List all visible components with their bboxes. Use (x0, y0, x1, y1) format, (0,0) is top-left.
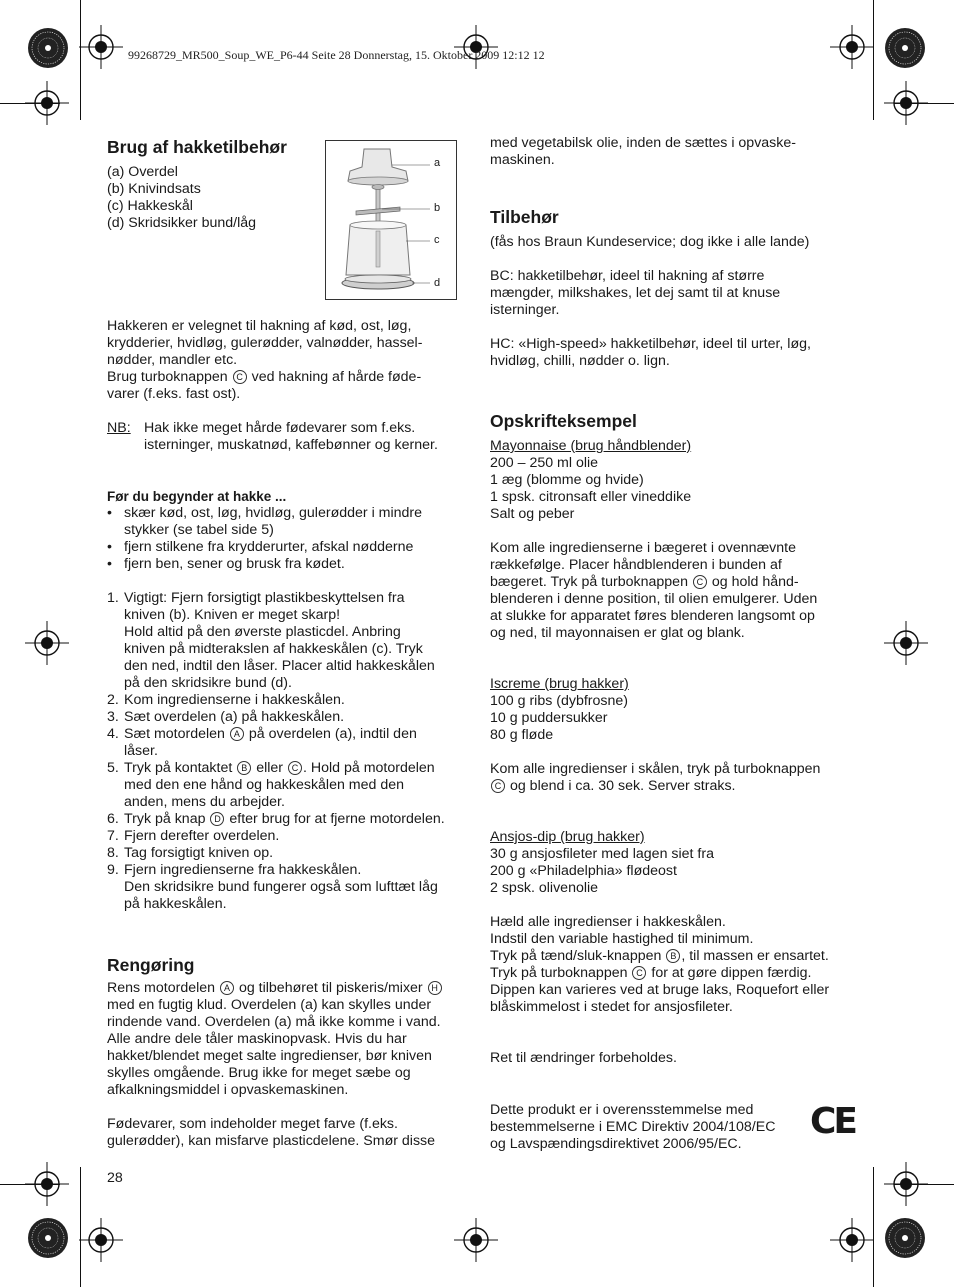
recipe-mayonnaise: Mayonnaise (brug håndblender) 200 – 250 ml olie 1 æg (blomme og hvide) 1 spsk. citronsaft eller vineddike Salt og peber Kom alle ingredienserne i bægeret i ovennævnte rækkefølge. Placer håndblenderen i bunden af bægeret. Tryk på turboknappen C og hold hånd- blenderen i denne position, til olien emulgerer. Uden at slukke for apparatet føres blenderen langsomt op og ned, til mayonnaisen er glat og blank. (490, 438, 870, 642)
part-item: (d) Skridsikker bund/låg (107, 215, 257, 231)
page-number: 28 (107, 1170, 123, 1186)
button-h-symbol: H (428, 981, 442, 995)
recipe-title: Iscreme (brug hakker) (490, 676, 629, 692)
button-c-symbol: C (491, 779, 505, 793)
print-slug: 99268729_MR500_Soup_WE_P6-44 Seite 28 Donnerstag, 15. Oktober 2009 12:12 12 (128, 48, 545, 62)
step-item: 6. Tryk på knap D efter brug for at fjerne motordelen. (107, 811, 445, 827)
step-item: 7. Fjern derefter overdelen. (107, 828, 280, 844)
part-item: (b) Knivindsats (107, 181, 201, 197)
step-item: 4. Sæt motordelen A på overdelen (a), indtil den låser. (107, 726, 417, 759)
step-item: 8. Tag forsigtigt kniven op. (107, 845, 274, 861)
button-b-symbol: B (237, 761, 251, 775)
step-item: 2. Kom ingredienserne i hakkeskålen. (107, 692, 345, 708)
recipes-section (490, 411, 870, 642)
text-line: Brug turboknappen C ved hakning af hårde føde- (107, 369, 422, 385)
accessories-section: Tilbehør (fås hos Braun Kundeservice; dog ikke i alle lande) BC: hakketilbehør, ideel til hakning af større mængder, milkshakes, let dej samt til at knuse isterninger. HC: «High-speed» hakketilbehør, ideel til urter, løg, hvidløg, chilli, nødder o. lign. (490, 207, 870, 370)
chopper-figure (325, 140, 457, 300)
button-c-symbol: C (288, 761, 302, 775)
bullet-item: • fjern ben, sener og brusk fra kødet. (107, 556, 345, 572)
text-line: isterninger, muskatnød, kaffebønner og kerner. (144, 437, 438, 453)
button-b-symbol: B (666, 949, 680, 963)
button-a-symbol: A (220, 981, 234, 995)
button-c-symbol: C (693, 575, 707, 589)
figure-label-a: a (434, 157, 441, 169)
note (107, 420, 467, 454)
intro-paragraph (107, 318, 467, 403)
text-line: Hakkeren er velegnet til hakning af kød, ost, løg, (107, 318, 412, 334)
recipe-title: Mayonnaise (brug håndblender) (490, 438, 692, 454)
section-title: Rengøring (107, 955, 195, 975)
step-item: 1. Vigtigt: Fjern forsigtigt plastikbeskyttelsen fra kniven (b). Kniven er meget skarp! Hold altid på den øverste plasticdel. Anbring kniven på midterakslen af hakkeskålen (c). Tryk den ned, indtil den låser. Placer altid hakkeskålen på den skridsikre bund (d). (107, 590, 435, 691)
reserve-note: Ret til ændringer forbeholdes. (490, 1050, 677, 1066)
note-label: NB: (107, 420, 131, 436)
part-item: (c) Hakkeskål (107, 198, 193, 214)
figure-label-c: c (434, 234, 440, 246)
before-chopping (107, 488, 477, 573)
conformity-text: Dette produkt er i overensstemmelse med bestemmelserne i EMC Direktiv 2004/108/EC og Lavspændingsdirektivet 2006/95/EC. (490, 1102, 776, 1152)
section-title: Opskrifteksempel (490, 411, 637, 431)
subheading: Før du begynder at hakke ... (107, 489, 287, 504)
step-item: 5. Tryk på kontaktet B eller C . Hold på motordelen med den ene hånd og hakkeskålen med den anden, mens du arbejder. (107, 760, 435, 810)
section-title: Brug af hakketilbehør (107, 137, 287, 157)
ce-mark-icon: CE (810, 1101, 856, 1142)
bullet-item: • fjern stilkene fra krydderurter, afskal nødderne (107, 539, 414, 555)
recipe-dip: Ansjos-dip (brug hakker) 30 g ansjosfileter med lagen siet fra 200 g «Philadelphia» flødeost 2 spsk. olivenolie Hæld alle ingredienser i hakkeskålen. Indstil den variable hastighed til minimum. Tryk på tænd/sluk-knappen B , til massen er ensartet. Tryk på turboknappen C for at gøre dippen færdig. Dippen kan varieres ved at bruge laks, Roquefort eller blåskimmelost i stedet for ansjosfileter. (490, 829, 870, 1016)
button-a-symbol: A (230, 727, 244, 741)
step-item: 3. Sæt overdelen (a) på hakkeskålen. (107, 709, 345, 725)
right-column: med vegetabilsk olie, inden de sættes i opvaske- maskinen. (490, 135, 796, 168)
bullet-item: • skær kød, ost, løg, hvidløg, gulerødder i mindre stykker (se tabel side 5) (107, 505, 423, 538)
text-line: varer (f.eks. fast ost). (107, 386, 241, 402)
figure-label-b: b (434, 202, 441, 214)
cleaning-section: Rengøring Rens motordelen A og tilbehøret til piskeris/mixer H med en fugtig klud. Overdelen (a) kan skylles under rindende vand. Overdelen (a) må ikke komme i vand. Alle andre dele tåler maskinopvask. Hvis du har hakket/blendet meget salte ingredienser, bør kniven skylles omgående. Brug ikke for meget sæbe og afkalkningsmiddel i opvaskemaskinen. Fødevarer, som indeholder meget farve (f.eks. gulerødder), kan misfarve plasticdelene. Smør disse (107, 955, 477, 1150)
text-line: krydderier, hvidløg, gulerødder, valnødder, hassel- (107, 335, 423, 351)
step-item: 9. Fjern ingredienserne fra hakkeskålen. Den skridsikre bund fungerer også som lufttæt låg på hakkeskålen. (107, 862, 438, 912)
figure-label-d: d (434, 277, 441, 289)
text-line: nødder, mandler etc. (107, 352, 238, 368)
recipe-icecream: Iscreme (brug hakker) 100 g ribs (dybfrosne) 10 g puddersukker 80 g fløde Kom alle ingredienser i skålen, tryk på turboknappen C og blend i ca. 30 sek. Server straks. (490, 676, 870, 795)
button-c-symbol: C (632, 966, 646, 980)
recipe-title: Ansjos-dip (brug hakker) (490, 829, 645, 845)
button-c-symbol: C (233, 370, 247, 384)
text-line: Hak ikke meget hårde fødevarer som f.eks. (144, 420, 416, 436)
part-item: (a) Overdel (107, 164, 178, 180)
button-d-symbol: D (210, 812, 224, 826)
section-title: Tilbehør (490, 207, 559, 227)
steps-list (107, 590, 477, 913)
